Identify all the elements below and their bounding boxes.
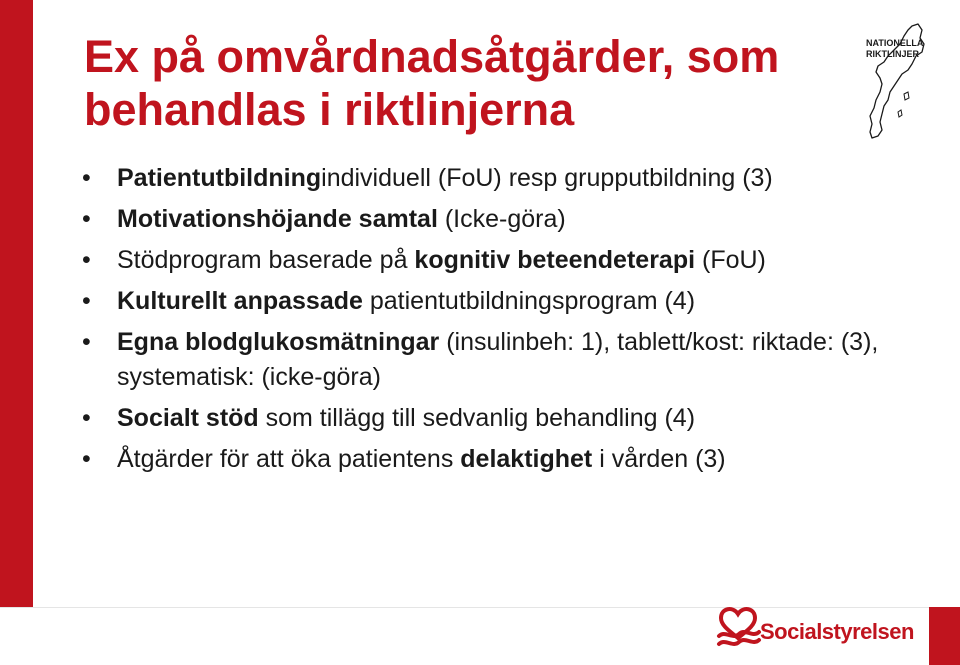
socialstyrelsen-wordmark: Socialstyrelsen (760, 619, 914, 644)
bullet-list (80, 161, 925, 483)
slide-title-line-2: behandlas i riktlinjerna (84, 84, 575, 135)
slide-title (84, 30, 844, 136)
bullet-text: (FoU) (695, 246, 766, 274)
bullet-item (80, 161, 925, 196)
bullet-text: i vården (3) (592, 445, 726, 473)
bullet-text: (Icke-göra) (437, 205, 566, 233)
bullet-emphasis: Patientutbildning (117, 164, 322, 192)
footer-divider (0, 607, 960, 608)
bullet-item (80, 202, 925, 237)
riktlinjer-logo-line-1: NATIONELLA (866, 38, 924, 48)
left-accent-bar (0, 0, 33, 607)
bullet-item (80, 442, 925, 477)
bullet-emphasis: Socialt stöd (117, 404, 259, 432)
bullet-emphasis: kognitiv beteendeterapi (414, 246, 696, 274)
bullet-text: Stödprogram baserade på (117, 246, 415, 274)
bullet-item (80, 325, 925, 395)
socialstyrelsen-emblem-icon (713, 606, 763, 648)
bullet-item (80, 401, 925, 436)
bullet-text: (insulinbeh: 1), tablett/kost: riktade: (3), systematisk: (icke-göra) (117, 328, 879, 391)
bullet-text: individuell (FoU) resp grupputbildning (3) (321, 164, 773, 192)
bullet-item (80, 284, 925, 319)
riktlinjer-logo-text (866, 38, 936, 60)
bullet-emphasis: delaktighet (460, 445, 593, 473)
riktlinjer-logo-line-2: RIKTLINJER (866, 49, 920, 59)
bullet-text: som tillägg till sedvanlig behandling (4) (258, 404, 696, 432)
bullet-emphasis: Motivationshöjande samtal (117, 205, 438, 233)
bullet-text: patientutbildningsprogram (4) (362, 287, 696, 315)
bullet-item (80, 243, 925, 278)
bullet-emphasis: Kulturellt anpassade (117, 287, 363, 315)
slide-title-line-1: Ex på omvårdnadsåtgärder, som (84, 31, 780, 82)
bullet-emphasis: Egna blodglukosmätningar (117, 328, 440, 356)
bullet-text: Åtgärder för att öka patientens (117, 445, 461, 473)
corner-accent-block (929, 607, 960, 665)
